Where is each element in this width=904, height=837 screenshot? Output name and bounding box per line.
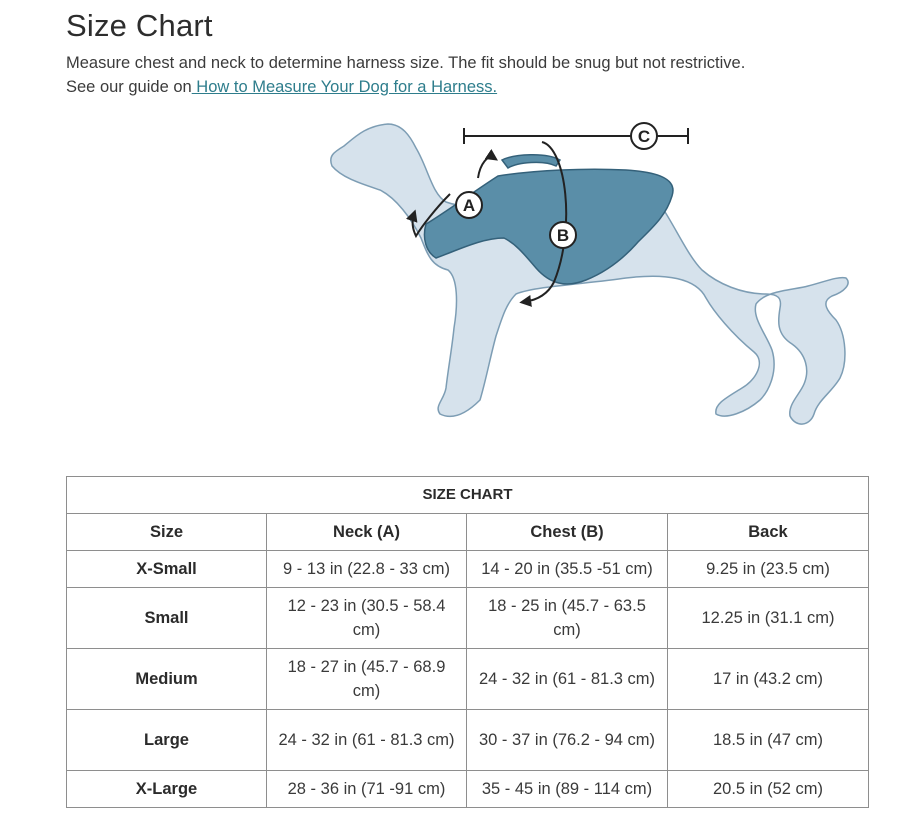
dog-harness-illustration: [66, 108, 868, 473]
size-cell: Medium: [67, 649, 267, 710]
table-row: [67, 588, 869, 649]
size-cell: X-Small: [67, 551, 267, 588]
size-chart-table: [66, 476, 869, 808]
table-row: [67, 771, 869, 808]
neck-cell: 24 - 32 in (61 - 81.3 cm): [267, 710, 467, 771]
back-cell: 12.25 in (31.1 cm): [668, 588, 869, 649]
size-cell: Small: [67, 588, 267, 649]
intro-text: [66, 51, 856, 99]
table-caption: SIZE CHART: [67, 477, 869, 514]
label-b-marker: [550, 222, 576, 248]
neck-cell: 9 - 13 in (22.8 - 33 cm): [267, 551, 467, 588]
label-a-marker: [456, 192, 482, 218]
intro-line-1: Measure chest and neck to determine harness size. The fit should be snug but not restrictive.: [66, 54, 746, 72]
back-cell: 18.5 in (47 cm): [668, 710, 869, 771]
back-cell: 9.25 in (23.5 cm): [668, 551, 869, 588]
chest-cell: 14 - 20 in (35.5 -51 cm): [467, 551, 668, 588]
label-c-marker: [631, 123, 657, 149]
size-cell: X-Large: [67, 771, 267, 808]
intro-line-2-prefix: See our guide on: [66, 78, 192, 96]
intro-line-2: [66, 75, 856, 99]
neck-cell: 18 - 27 in (45.7 - 68.9 cm): [267, 649, 467, 710]
column-header-size: Size: [67, 514, 267, 551]
column-header-back: Back: [668, 514, 869, 551]
back-cell: 20.5 in (52 cm): [668, 771, 869, 808]
back-cell: 17 in (43.2 cm): [668, 649, 869, 710]
table-row: [67, 649, 869, 710]
chest-cell: 30 - 37 in (76.2 - 94 cm): [467, 710, 668, 771]
column-header-chest: Chest (B): [467, 514, 668, 551]
size-cell: Large: [67, 710, 267, 771]
label-c: C: [637, 127, 651, 146]
label-a: A: [462, 196, 476, 215]
table-row: [67, 551, 869, 588]
label-b: B: [556, 226, 570, 245]
page-title: Size Chart: [66, 8, 213, 43]
column-header-neck: Neck (A): [267, 514, 467, 551]
neck-cell: 28 - 36 in (71 -91 cm): [267, 771, 467, 808]
measure-guide-link[interactable]: How to Measure Your Dog for a Harness.: [191, 78, 498, 96]
neck-cell: 12 - 23 in (30.5 - 58.4 cm): [267, 588, 467, 649]
table-row: [67, 710, 869, 771]
neck-measurement-arrow-top: [478, 157, 494, 178]
chest-cell: 24 - 32 in (61 - 81.3 cm): [467, 649, 668, 710]
chest-cell: 18 - 25 in (45.7 - 63.5 cm): [467, 588, 668, 649]
chest-cell: 35 - 45 in (89 - 114 cm): [467, 771, 668, 808]
dog-measurement-diagram: [66, 108, 868, 473]
